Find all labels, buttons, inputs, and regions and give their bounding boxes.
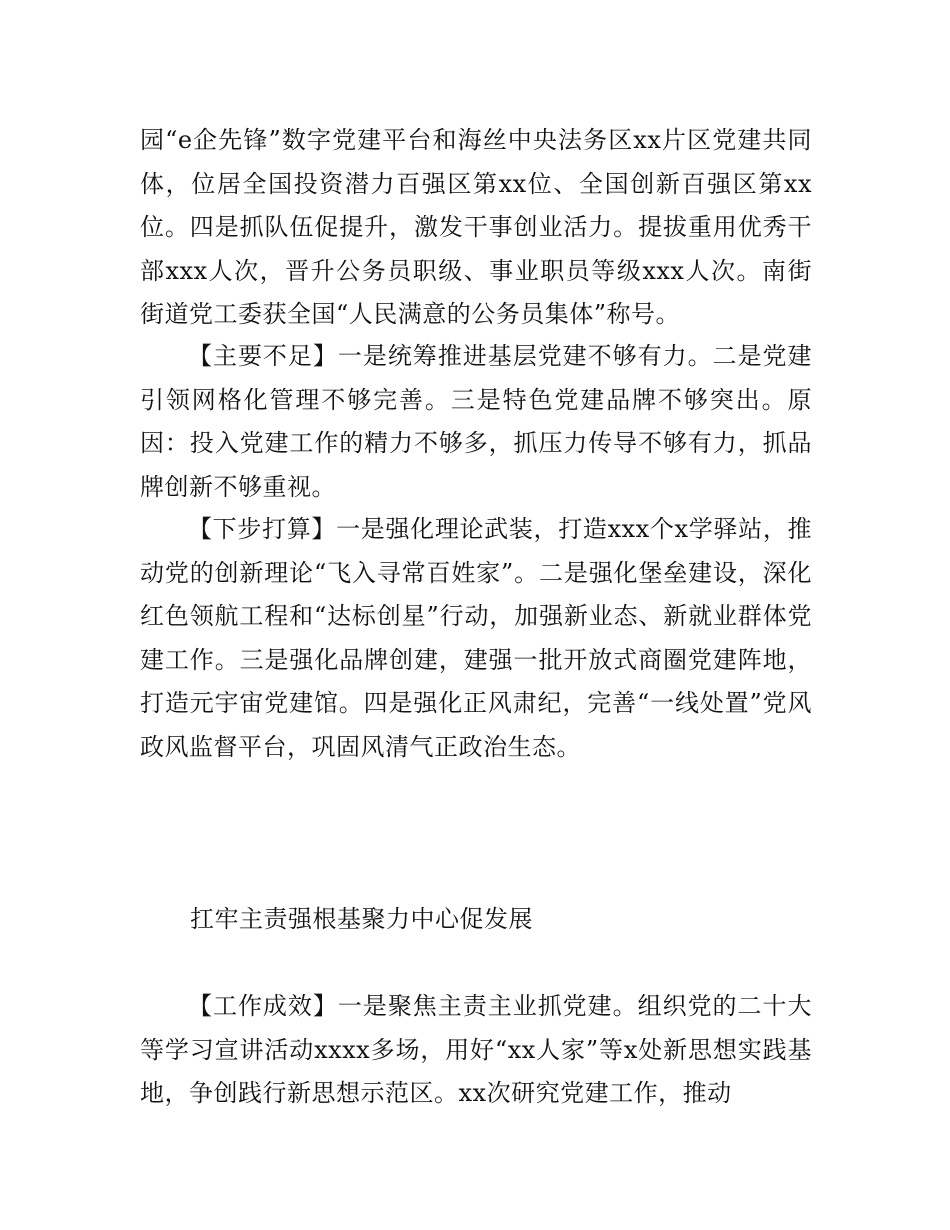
paragraph-main-shortcomings: 【主要不足】一是统筹推进基层党建不够有力。二是党建引领网格化管理不够完善。三是特色党建品牌不够突出。原因：投入党建工作的精力不够多，抓压力传导不够有力，抓品牌创新不够重视。 xyxy=(140,342,812,501)
paragraph-next-steps: 【下步打算】一是强化理论武装，打造xxx个x学驿站，推动党的创新理论“飞入寻常百姓家”。二是强化堡垒建设，深化红色领航工程和“达标创星”行动，加强新业态、新就业群体党建工作。三是强化品牌创建，建强一批开放式商圈党建阵地，打造元宇宙党建馆。四是强化正风肃纪，完善“一线处置”党风政风监督平台，巩固风清气正政治生态。 xyxy=(140,515,812,761)
paragraph-work-results: 【工作成效】一是聚焦主责主业抓党建。组织党的二十大等学习宣讲活动xxxx多场，用好“xx人家”等x处新思想实践基地，争创践行新思想示范区。xx次研究党建工作，推动 xyxy=(140,992,812,1107)
paragraph-continuation: 园“e企先锋”数字党建平台和海丝中央法务区xx片区党建共同体，位居全国投资潜力百强区第xx位、全国创新百强区第xx位。四是抓队伍促提升，激发干事创业活力。提拔重用优秀干部xxx人次，晋升公务员职级、事业职员等级xxx人次。南街街道党工委获全国“人民满意的公务员集体”称号。 xyxy=(140,126,812,328)
section-heading: 扛牢主责强根基聚力中心促发展 xyxy=(190,905,533,933)
